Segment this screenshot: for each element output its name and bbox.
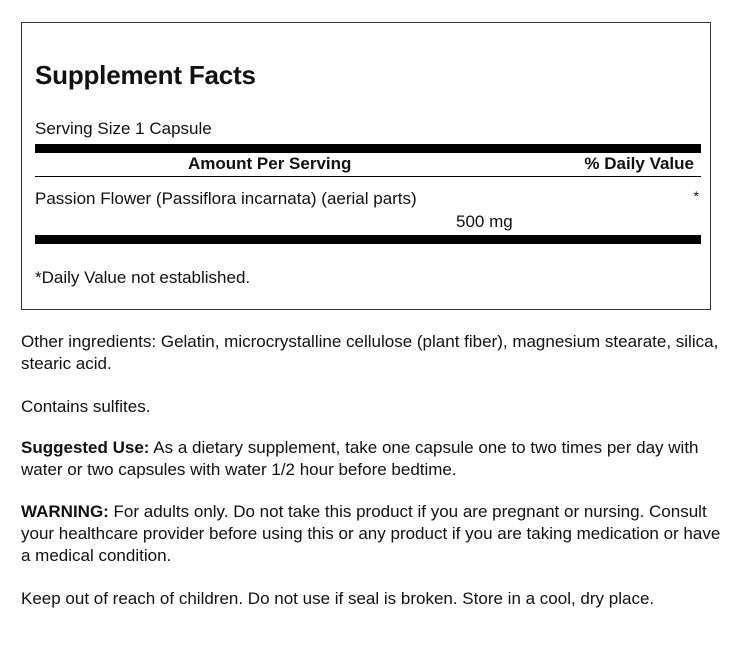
- suggested-use-label: Suggested Use:: [21, 438, 150, 457]
- amount-per-serving-header: Amount Per Serving: [188, 154, 352, 173]
- thick-divider-top: [35, 144, 701, 153]
- ingredient-daily-value: *: [693, 188, 699, 204]
- storage-instructions: Keep out of reach of children. Do not use if seal is broken. Store in a cool, dry place.: [21, 589, 655, 608]
- supplement-facts-panel: [21, 22, 711, 310]
- other-ingredients: Other ingredients: Gelatin, microcrystalline cellulose (plant fiber), magnesium stearate, silica, stearic acid.: [21, 332, 719, 373]
- suggested-use-text: As a dietary supplement, take one capsule one to two times per day with water or two capsules with water 1/2 hour before bedtime.: [21, 438, 699, 479]
- contains-sulfites: Contains sulfites.: [21, 397, 151, 416]
- warning: [21, 501, 721, 567]
- serving-size: Serving Size 1 Capsule: [35, 119, 212, 138]
- warning-label: WARNING:: [21, 502, 109, 521]
- thick-divider-bottom: [35, 235, 701, 244]
- daily-value-header: % Daily Value: [584, 154, 694, 173]
- ingredient-name: Passion Flower (Passiflora incarnata) (aerial parts): [35, 189, 417, 208]
- warning-text: For adults only. Do not take this product if you are pregnant or nursing. Consult your healthcare provider before using this or any product if you are taking medication or have a medical condition.: [21, 502, 721, 565]
- thin-divider: [35, 176, 701, 177]
- suggested-use: [21, 437, 721, 481]
- daily-value-footnote: *Daily Value not established.: [35, 268, 251, 287]
- facts-title: Supplement Facts: [35, 60, 256, 90]
- ingredient-amount: 500 mg: [456, 212, 513, 231]
